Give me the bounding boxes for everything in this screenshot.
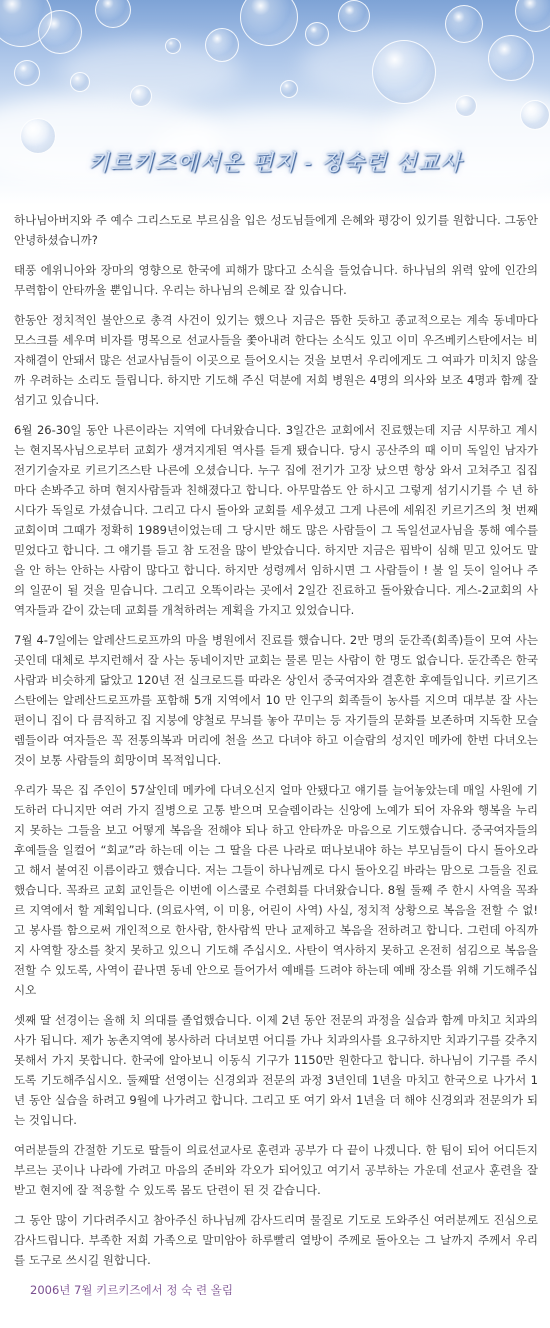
- letter-body: [14, 210, 538, 1300]
- letter-signature: 2006년 7월 키르키즈에서 정 숙 련 올림: [30, 1283, 233, 1297]
- bubble-decoration: [515, 0, 550, 32]
- bubble-decoration: [372, 40, 436, 104]
- page-title: 키르키즈에서온 편지 - 정숙련 선교사: [87, 151, 463, 176]
- bubble-decoration: [455, 95, 477, 117]
- bubble-decoration: [95, 0, 131, 28]
- letter-paragraph: 한동안 정치적인 불안으로 총격 사건이 있기는 했으나 지금은 뜸한 듯하고 종교적으로는 계속 동네마다 모스크를 세우며 비자를 명목으로 선교사들을 쫓아내려 한다는 소식도 있고 이미 우즈베키스탄에서는 비자해결이 안돼서 많은 선교사님들이 이곳으로 들어오시는 것을 보면서 우리에게도 그 여파가 미치지 않을까 우려하는 소리도 들립니다. 하지만 기도해 주신 덕분에 저희 병원은 4명의 의사와 보조 4명과 함께 잘 섬기고 있습니다.: [14, 313, 538, 407]
- bubble-decoration: [240, 0, 298, 46]
- letter-paragraph: 태풍 에위니아와 장마의 영향으로 한국에 피해가 많다고 소식을 들었습니다. 하나님의 위력 앞에 인간의 무력함이 안타까울 뿐입니다. 우리는 하나님의 은혜로 잘 있습니다.: [14, 263, 538, 297]
- bubble-decoration: [488, 35, 534, 81]
- letter-paragraph: 6월 26-30일 동안 나른이라는 지역에 다녀왔습니다. 3일간은 교회에서 진료했는데 지금 시무하고 계시는 현지목사님으로부터 교회가 생겨지게된 역사를 듣게 됐습니다. 당시 공산주의 때 이미 독일인 남자가 전기기술자로 키르기즈스탄 나른에 오셨습니다. 누구 집에 전기가 고장 났으면 항상 와서 고쳐주고 집집마다 손봐주고 하며 현지사람들과 친해졌다고 합니다. 아무말씀도 안 하시고 그렇게 섬기시기를 수 년 하시다가 독일로 가셨습니다. 그리고 다시 돌아와 교회를 세우셨고 그게 나른에 세워진 키르기즈의 첫 번째 교회이며 그때가 정확히 1989년이었는데 그 당시만 해도 많은 사람들이 그 독일선교사님을 통해 예수를 믿었다고 합니다. 그 얘기를 듣고 참 도전을 많이 받았습니다. 하지만 지금은 핍박이 심해 믿고 있어도 말을 안 하는 안하는 사람이 많다고 합니다. 하지만 성령께서 임하시면 그 사람들이 ! 불 일 듯이 일어나 주의 일꾼이 될 것을 믿습니다. 그리고 오똑이라는 곳에서 2일간 진료하고 돌아왔습니다. 게스-2교회의 사역자들과 같이 갔는데 교회를 개척하려는 계획을 가지고 있었습니다.: [14, 423, 538, 617]
- bubble-decoration: [205, 28, 239, 62]
- bubble-decoration: [130, 85, 152, 107]
- bubble-decoration: [70, 72, 90, 92]
- letter-paragraph: 7월 4-7일에는 알레산드로프까의 마을 병원에서 진료를 했습니다. 2만 명의 둔간족(회족)들이 모여 사는 곳인데 대체로 부지런해서 잘 사는 동네이지만 교회는 물론 믿는 사람이 한 명도 없습니다. 둔간족은 한국 사람과 비슷하게 닮았고 120년 전 실크로드를 따라온 상인서 중국여자와 결혼한 후예들입니다. 키르기즈스탄에는 알레산드로프까를 포함해 5개 지역에서 10 만 인구의 회족들이 농사를 지으며 대부분 잘 사는 편이니 집이 다 큼직하고 집 지붕에 양철로 무늬를 놓아 꾸미는 등 자기들의 문화를 보존하며 지독한 모슬렘들이라 여자들은 꼭 전통의복과 머리에 천을 쓰고 다녀야 하고 이슬람의 성지인 메카에 한번 다녀오는 것이 보통 사람들의 희망이며 목적입니다.: [14, 633, 538, 767]
- letter-paragraph: 셋째 딸 선경이는 올해 치 의대를 졸업했습니다. 이제 2년 동안 전문의 과정을 실습과 함께 마치고 치과의사가 됩니다. 제가 농촌지역에 봉사하러 다녀보면 어디를 가나 치과의사를 요구하지만 치과기구를 갖추지 못해서 가지 못합니다. 한국에 알아보니 이동식 기구가 1150만 원한다고 합니다. 하나님이 기구를 주시도록 기도해주십시오. 둘째딸 선영이는 신경외과 전문의 과정 3년인데 1년을 마치고 한국으로 나가서 1년 동안 실습을 하려고 9월에 나가려고 합니다. 그리고 또 여기 와서 1년을 더 해야 신경외과 전문의가 되는 것입니다.: [14, 1013, 538, 1127]
- bubble-decoration: [165, 38, 181, 54]
- letter-paragraph: 그 동안 많이 기다려주시고 참아주신 하나님께 감사드리며 물질로 기도로 도와주신 여러분께도 진심으로 감사드립니다. 부족한 저희 가족으로 말미암아 하루빨리 열방이 주께로 돌아오는 그 날까지 주께서 우리를 도구로 쓰시길 원합니다.: [14, 1213, 538, 1267]
- bubble-decoration: [305, 22, 329, 46]
- letter-paragraph: 우리가 묵은 집 주인이 57살인데 메카에 다녀오신지 얼마 안됐다고 얘기를 늘어놓았는데 매일 사원에 기도하러 다니지만 여러 가지 질병으로 고통 받으며 모슬렘이라는 신앙에 노예가 되어 자유와 행복을 누리지 못하는 그들을 보고 어떻게 복음을 전해야 되나 하고 안타까운 마음으로 기도했습니다. 중국여자들의 후예들을 일컬어 “회교”라 하는데 이는 그 딸을 다른 나라로 떠나보내야 하는 부모님들이 다시 돌아오라고 해서 붙여진 이름이라고 했습니다. 저는 그들이 하나님께로 다시 돌아오길 바라는 맘으로 그들을 진료했습니다. 꼭좌르 교회 교인들은 이번에 이스쿨로 수련회를 다녀왔습니다. 8월 둘째 주 한시 사역을 꼭좌르 지역에서 할 계획입니다. (의료사역, 이 미용, 어린이 사역) 사실, 정치적 상황으로 복음을 전할 수 없! 고 봉사를 함으로써 개인적으로 한사람, 한사람씩 만나 교제하고 복음을 전하려고 합니다. 그런데 아직까지 사역할 장소를 찾지 못하고 있으니 기도해 주십시오. 사탄이 역사하지 못하고 온전히 섬김으로 복음을 전할 수 있도록, 사역이 끝나면 동네 안으로 들어가서 예배를 드려야 하는데 예배 장소를 위해 기도해주십시오: [14, 783, 538, 997]
- header-banner: [0, 0, 550, 205]
- bubble-decoration: [14, 60, 40, 86]
- bubble-decoration: [38, 10, 82, 54]
- bubble-decoration: [445, 5, 483, 43]
- letter-paragraph: 하나님아버지와 주 예수 그리스도로 부르심을 입은 성도님들에게 은혜와 평강이 있기를 원합니다. 그동안 안녕하셨습니까?: [14, 213, 538, 247]
- bubble-decoration: [520, 100, 550, 130]
- letter-paragraph: 여러분들의 간절한 기도로 딸들이 의료선교사로 훈련과 공부가 다 끝이 나겠니다. 한 팀이 되어 어디든지 부르는 곳이나 나라에 가려고 마음의 준비와 각오가 되어있고 여기서 공부하는 가운데 선교사 훈련을 잘 받고 현지에 잘 적응할 수 있도록 몸도 단련이 된 것 같습니다.: [14, 1143, 538, 1197]
- bubble-decoration: [280, 80, 298, 98]
- bubble-decoration: [338, 0, 370, 32]
